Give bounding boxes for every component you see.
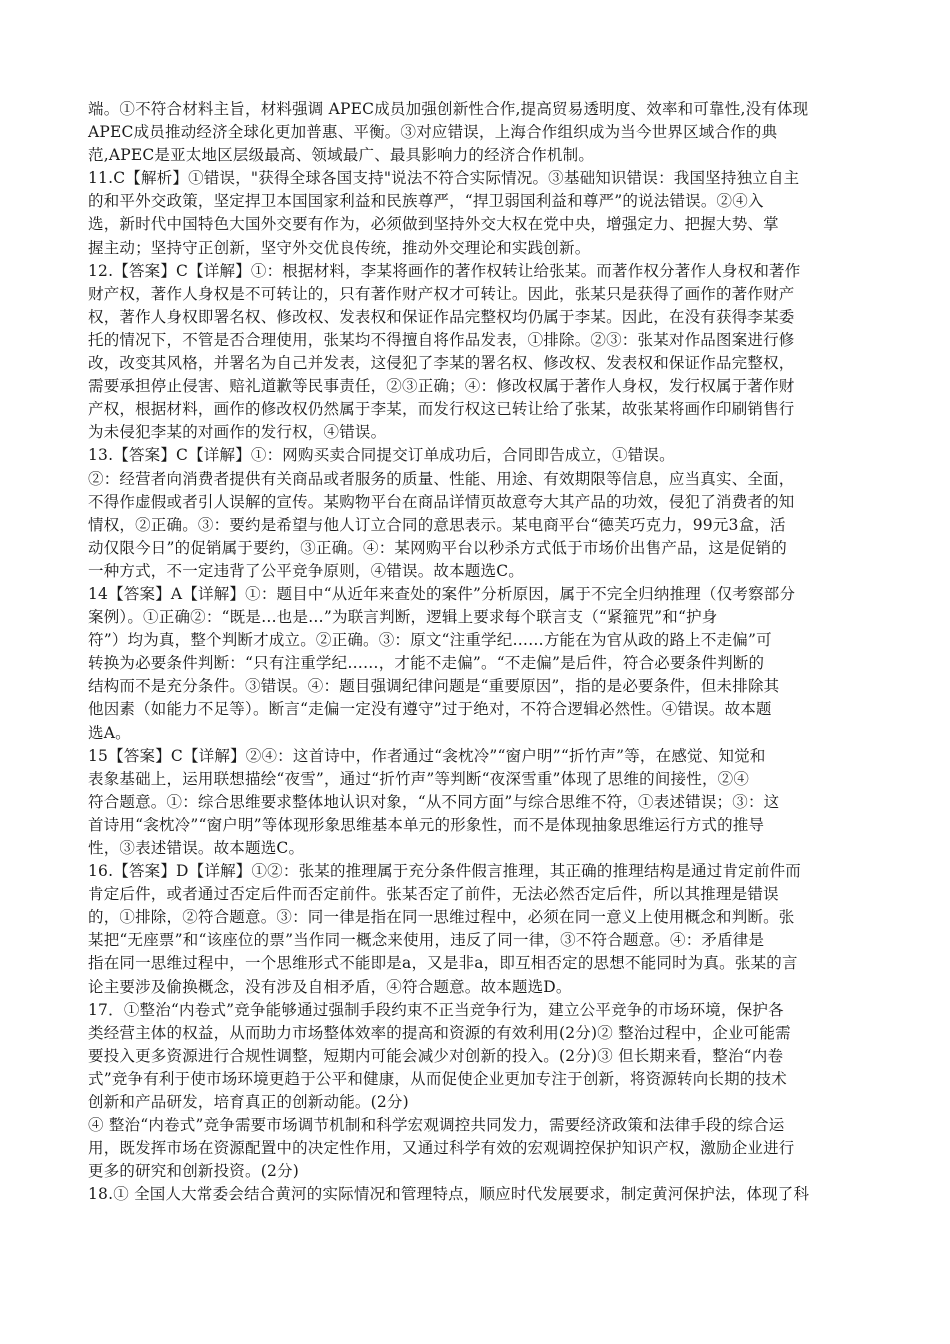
text-line: 类经营主体的权益，从而助力市场整体效率的提高和资源的有效利用(2分)② 整治过程中，企业可能需 xyxy=(88,1023,791,1042)
text-line: 选，新时代中国特色大国外交要有作为，必须做到坚持外交大权在党中央，增强定力、把握大势、掌 xyxy=(88,215,779,234)
text-line: 符合题意。①：综合思维要求整体地认识对象，“从不同方面”与综合思维不符，①表述错误；③：这 xyxy=(88,792,780,811)
text-line: 一种方式，不一定违背了公平竞争原则，④错误。故本题选C。 xyxy=(88,561,524,580)
text-line: 指在同一思维过程中，一个思维形式不能即是a，又是非a，即互相否定的思想不能同时为真。张某的言 xyxy=(88,954,798,973)
text-line: 11.C【解析】①错误，"获得全球各国支持"说法不符合实际情况。③基础知识错误：我国坚持独立自主 xyxy=(88,169,800,188)
text-line: 握主动；坚持守正创新，坚守外交优良传统，推动外交理论和实践创新。 xyxy=(88,238,591,257)
text-line: 端。①不符合材料主旨，材料强调 APEC成员加强创新性合作,提高贸易透明度、效率和可靠性,没有体现 xyxy=(88,100,809,118)
text-line: 性，③表述错误。故本题选C。 xyxy=(88,839,305,857)
text-line: 范,APEC是亚太地区层级最高、领域最广、最具影响力的经济合作机制。 xyxy=(88,146,595,165)
text-line: 首诗用“衾枕冷”“窗户明”等体现形象思维基本单元的形象性，而不是体现抽象思维运行方式的推导 xyxy=(88,815,765,834)
text-line: 表象基础上，运用联想描绘“夜雪”，通过“折竹声”等判断“夜深雪重”体现了思维的间接性，②④ xyxy=(88,769,750,788)
text-line: ②：经营者向消费者提供有关商品或者服务的质量、性能、用途、有效期限等信息，应当真实、全面， xyxy=(88,469,795,488)
text-line: 权，著作人身权即署名权、修改权、发表权和保证作品完整权均仍属于李某。因此，在没有获得李某委 xyxy=(88,307,795,326)
text-line: 创新和产品研发，培育真正的创新动能。(2分) xyxy=(88,1093,409,1112)
text-line: 式”竞争有利于使市场环境更趋于公平和健康，从而促使企业更加专注于创新，将资源转向长期的技术 xyxy=(88,1069,787,1088)
text-line: 选A。 xyxy=(88,723,131,742)
text-line: 产权，根据材料，画作的修改权仍然属于李某，而发行权这已转让给了张某，故张某将画作印刷销售行 xyxy=(88,400,795,419)
text-line: ④ 整治“内卷式”竞争需要市场调节机制和科学宏观调控共同发力，需要经济政策和法律手段的综合运 xyxy=(88,1116,785,1135)
text-line: 15【答案】C【详解】②④：这首诗中，作者通过“衾枕冷”“窗户明”“折竹声”等，在感觉、知觉和 xyxy=(88,746,766,765)
text-line: 结构而不是充分条件。③错误。④：题目强调纪律问题是“重要原因”，指的是必要条件，但未排除其 xyxy=(88,677,780,696)
text-line: 为未侵犯李某的对画作的发行权，④错误。 xyxy=(88,423,387,442)
text-line: 财产权，著作人身权是不可转让的，只有著作财产权才可转让。因此，张某只是获得了画作的著作财产 xyxy=(88,284,795,303)
text-line: 他因素（如能力不足等）。断言“走偏一定没有遵守”过于绝对，不符合逻辑必然性。④错误。故本题 xyxy=(88,700,772,719)
text-line: 的，①排除，②符合题意。③：同一律是指在同一思维过程中，必须在同一意义上使用概念和判断。张 xyxy=(88,908,795,927)
text-line: 动仅限今日”的促销属于要约，③正确。④：某网购平台以秒杀方式低于市场价出售产品，这是促销的 xyxy=(88,538,787,557)
text-line: 13.【答案】C【详解】①：网购买卖合同提交订单成功后，合同即告成立，①错误。 xyxy=(88,446,675,465)
text-line: 的和平外交政策，坚定捍卫本国国家利益和民族尊严，“捍卫弱国利益和尊严”的说法错误。②④入 xyxy=(88,192,764,211)
text-line: 需要承担停止侵害、赔礼道歉等民事责任，②③正确；④：修改权属于著作人身权，发行权属于著作财 xyxy=(88,377,795,396)
text-line: 情权，②正确。③：要约是希望与他人订立合同的意思表示。某电商平台“德芙巧克力，99元3盒，活 xyxy=(88,515,786,534)
answer-text-body xyxy=(88,98,858,1207)
text-line: 托的情况下，不管是否合理使用，张某均不得擅自将作品发表，①排除。②③：张某对作品图案进行修 xyxy=(88,330,795,349)
text-line: 案例）。①正确②：“既是…也是…”为联言判断，逻辑上要求每个联言支（“紧箍咒”和“护身 xyxy=(88,608,718,627)
text-line: APEC成员推动经济全球化更加普惠、平衡。③对应错误，上海合作组织成为当今世界区域合作的典 xyxy=(88,123,778,142)
text-line: 某把“无座票”和“该座位的票”当作同一概念来使用，违反了同一律，③不符合题意。④：矛盾律是 xyxy=(88,931,765,950)
text-line: 16.【答案】D【详解】①②：张某的推理属于充分条件假言推理，其正确的推理结构是通过肯定前件而 xyxy=(88,862,801,881)
text-line: 要投入更多资源进行合规性调整，短期内可能会减少对创新的投入。(2分)③ 但长期来看，整治“内卷 xyxy=(88,1046,784,1065)
text-line: 符”）均为真，整个判断才成立。②正确。③：原文“注重学纪……方能在为官从政的路上不走偏”可 xyxy=(88,631,772,650)
text-line: 不得作虚假或者引人误解的宣传。某购物平台在商品详情页故意夸大其产品的功效，侵犯了消费者的知 xyxy=(88,492,795,511)
text-line: 肯定后件，或者通过否定后件而否定前件。张某否定了前件，无法必然否定后件，所以其推理是错误 xyxy=(88,885,779,904)
text-line: 用，既发挥市场在资源配置中的决定性作用，又通过科学有效的宏观调控保护知识产权，激励企业进行 xyxy=(88,1139,795,1158)
text-line: 转换为必要条件判断：“只有注重学纪……，才能不走偏”。“不走偏”是后件，符合必要条件判断的 xyxy=(88,654,765,673)
text-line: 更多的研究和创新投资。(2分) xyxy=(88,1162,299,1181)
text-line: 18.① 全国人大常委会结合黄河的实际情况和管理特点，顺应时代发展要求，制定黄河保护法，体现了科 xyxy=(88,1185,810,1204)
text-line: 14【答案】A【详解】①：题目中“从近年来查处的案件”分析原因，属于不完全归纳推理（仅考察部分 xyxy=(88,584,796,603)
text-line: 论主要涉及偷换概念，没有涉及自相矛盾，④符合题意。故本题选D。 xyxy=(88,977,572,996)
text-line: 17．①整治“内卷式”竞争能够通过强制手段约束不正当竞争行为，建立公平竞争的市场环境，保护各 xyxy=(88,1000,784,1019)
text-line: 改，改变其风格，并署名为自己并发表，这侵犯了李某的署名权、修改权、发表权和保证作品完整权， xyxy=(88,354,795,373)
text-line: 12.【答案】C【详解】①：根据材料，李某将画作的著作权转让给张某。而著作权分著作人身权和著作 xyxy=(88,261,801,280)
